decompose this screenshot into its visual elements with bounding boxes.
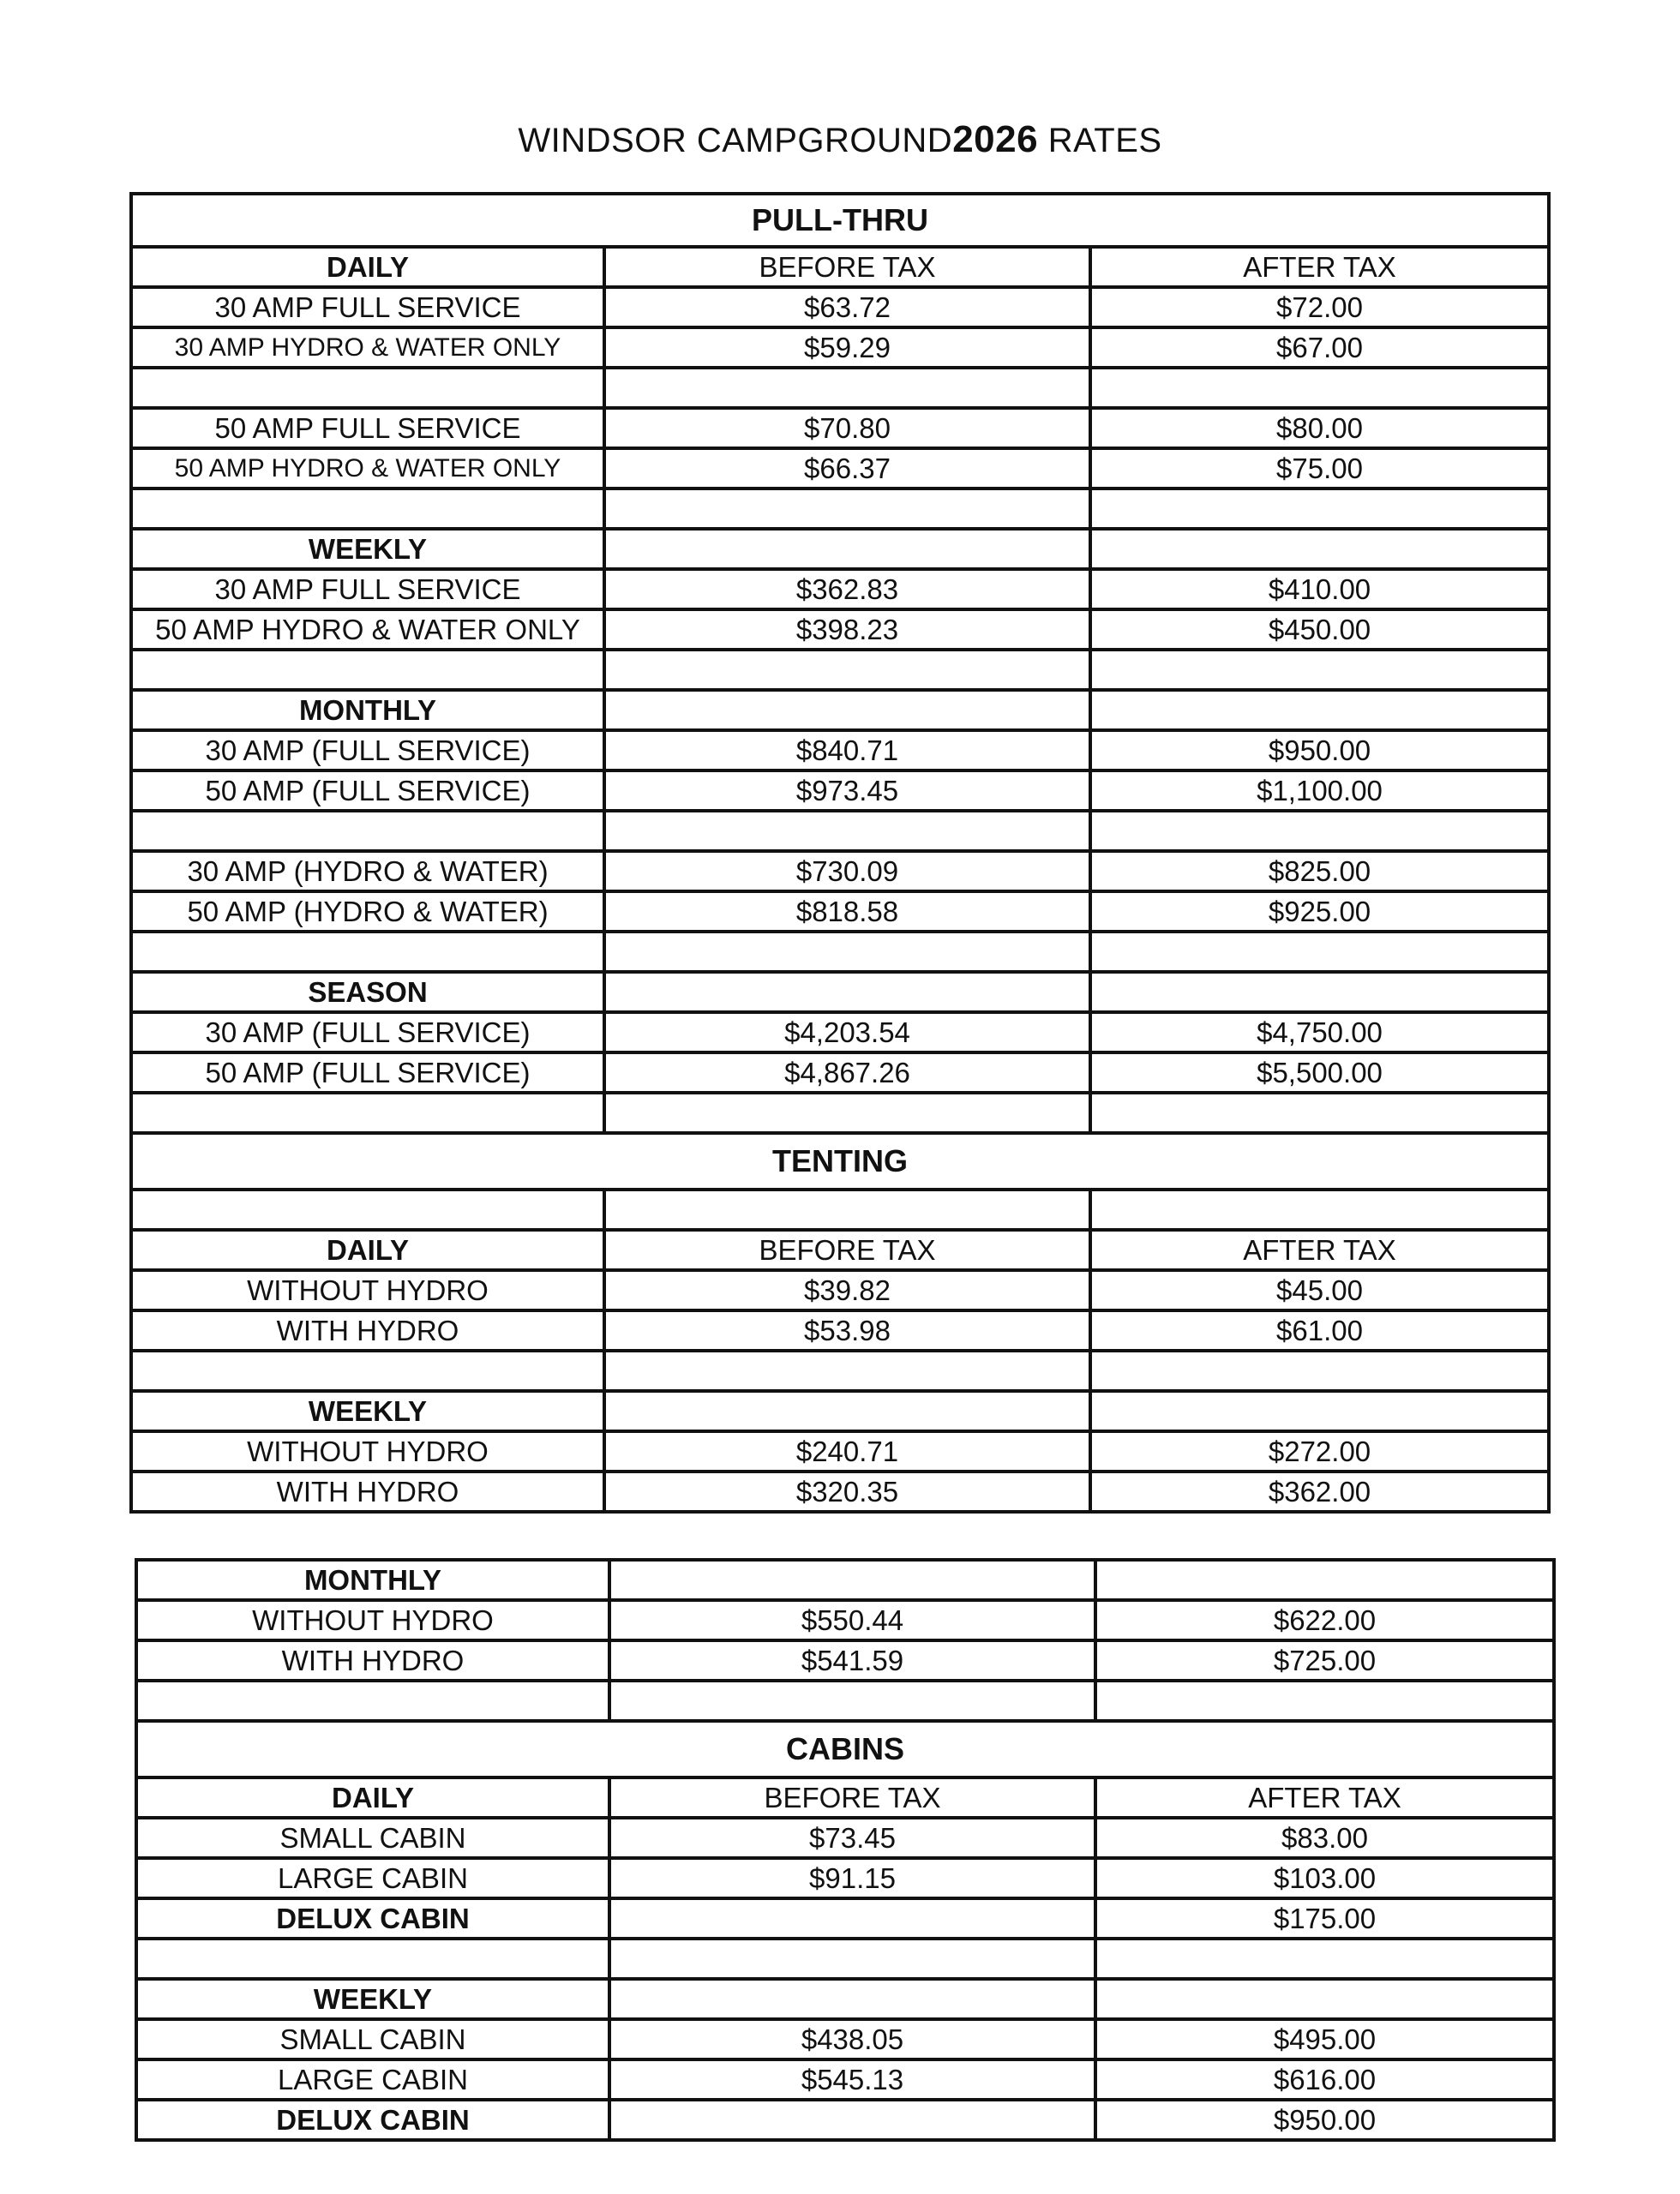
blank-cell [604,1190,1090,1230]
rate-before-tax: $66.37 [604,448,1090,489]
rate-before-tax: $4,867.26 [604,1052,1090,1093]
rate-name: SMALL CABIN [136,1818,609,1858]
blank-cell [604,489,1090,529]
blank-cell [131,811,604,851]
rate-name: 50 AMP HYDRO & WATER ONLY [131,609,604,650]
table-row [136,1858,1554,1898]
blank-cell [131,489,604,529]
column-header-after-tax: AFTER TAX [1095,1777,1554,1818]
rates-table-main [129,192,1551,1514]
blank-row [131,368,1549,408]
blank-cell [604,1093,1090,1133]
rate-after-tax: $4,750.00 [1090,1012,1549,1052]
blank-cell [1090,529,1549,569]
rate-before-tax [609,2100,1095,2140]
rate-before-tax: $545.13 [609,2059,1095,2100]
table-row [131,1012,1549,1052]
page-title [0,118,1680,161]
header-row [136,1777,1554,1818]
rate-after-tax: $450.00 [1090,609,1549,650]
rate-before-tax: $59.29 [604,327,1090,368]
period-label-daily: DAILY [136,1777,609,1818]
rate-name: WITHOUT HYDRO [131,1431,604,1472]
table-row [136,1898,1554,1939]
blank-cell [1090,1190,1549,1230]
blank-cell [604,529,1090,569]
rate-name: 50 AMP HYDRO & WATER ONLY [131,448,604,489]
rate-before-tax: $4,203.54 [604,1012,1090,1052]
table-row [131,1310,1549,1351]
blank-cell [1090,690,1549,730]
title-year: 2026 [952,118,1039,160]
blank-cell [1090,972,1549,1012]
blank-cell [131,1190,604,1230]
rate-after-tax: $622.00 [1095,1600,1554,1640]
section-heading-pull-thru: PULL-THRU [131,194,1549,247]
blank-cell [1095,1560,1554,1600]
blank-cell [609,1560,1095,1600]
blank-cell [1095,1979,1554,2019]
blank-row [131,489,1549,529]
table-row [131,408,1549,448]
rate-before-tax: $973.45 [604,770,1090,811]
table-row [136,2059,1554,2100]
period-label-monthly: MONTHLY [131,690,604,730]
header-row [131,247,1549,287]
period-row-monthly [131,690,1549,730]
table-row [131,327,1549,368]
table-row [131,1431,1549,1472]
rate-before-tax: $320.35 [604,1472,1090,1512]
table-row [131,891,1549,932]
rate-after-tax: $272.00 [1090,1431,1549,1472]
rate-before-tax: $541.59 [609,1640,1095,1681]
rate-name: 30 AMP HYDRO & WATER ONLY [131,327,604,368]
period-label-monthly: MONTHLY [136,1560,609,1600]
blank-cell [1090,650,1549,690]
period-label-weekly: WEEKLY [131,1391,604,1431]
table-row [136,1600,1554,1640]
rate-name: 50 AMP FULL SERVICE [131,408,604,448]
blank-row [131,1351,1549,1391]
blank-cell [604,932,1090,972]
blank-row [131,650,1549,690]
rate-name: 30 AMP (FULL SERVICE) [131,730,604,770]
blank-cell [136,1939,609,1979]
table-row [131,851,1549,891]
table-row [131,1270,1549,1310]
rate-name: 50 AMP (FULL SERVICE) [131,770,604,811]
rate-after-tax: $950.00 [1095,2100,1554,2140]
blank-cell [131,1093,604,1133]
table-row [131,448,1549,489]
column-header-before-tax: BEFORE TAX [604,1230,1090,1270]
table-row [131,287,1549,327]
blank-row [131,1190,1549,1230]
rate-name: WITH HYDRO [136,1640,609,1681]
section-row-pull-thru [131,194,1549,247]
rate-after-tax: $83.00 [1095,1818,1554,1858]
blank-row [131,811,1549,851]
rate-after-tax: $175.00 [1095,1898,1554,1939]
period-row-weekly [131,529,1549,569]
blank-row [136,1681,1554,1721]
blank-row [131,932,1549,972]
table-row [136,1640,1554,1681]
blank-cell [131,1351,604,1391]
blank-cell [1090,1391,1549,1431]
rate-after-tax: $950.00 [1090,730,1549,770]
table-row [131,1052,1549,1093]
rate-name: WITHOUT HYDRO [131,1270,604,1310]
rate-after-tax: $410.00 [1090,569,1549,609]
table-row [131,730,1549,770]
rate-before-tax: $840.71 [604,730,1090,770]
blank-cell [1090,489,1549,529]
blank-cell [604,1391,1090,1431]
rate-after-tax: $362.00 [1090,1472,1549,1512]
rate-name: 50 AMP (HYDRO & WATER) [131,891,604,932]
blank-cell [609,1681,1095,1721]
rate-before-tax: $70.80 [604,408,1090,448]
rate-name: DELUX CABIN [136,2100,609,2140]
period-label-weekly: WEEKLY [131,529,604,569]
rate-after-tax: $925.00 [1090,891,1549,932]
blank-cell [131,932,604,972]
rate-after-tax: $725.00 [1095,1640,1554,1681]
blank-cell [609,1939,1095,1979]
period-row-weekly [136,1979,1554,2019]
blank-cell [131,650,604,690]
rate-before-tax: $818.58 [604,891,1090,932]
rate-before-tax: $53.98 [604,1310,1090,1351]
section-row-cabins [136,1721,1554,1777]
rate-name: 30 AMP (HYDRO & WATER) [131,851,604,891]
rate-before-tax: $398.23 [604,609,1090,650]
rate-name: DELUX CABIN [136,1898,609,1939]
period-label-weekly: WEEKLY [136,1979,609,2019]
header-row [131,1230,1549,1270]
rate-after-tax: $825.00 [1090,851,1549,891]
table-row [131,1472,1549,1512]
blank-cell [1090,811,1549,851]
blank-cell [604,650,1090,690]
period-label-daily: DAILY [131,1230,604,1270]
blank-cell [136,1681,609,1721]
table-row [131,609,1549,650]
title-prefix: WINDSOR CAMPGROUND [518,122,953,159]
rates-table-continued [135,1558,1556,2142]
period-row-season [131,972,1549,1012]
blank-cell [604,1351,1090,1391]
column-header-after-tax: AFTER TAX [1090,1230,1549,1270]
rate-before-tax: $438.05 [609,2019,1095,2059]
rate-before-tax: $730.09 [604,851,1090,891]
rate-before-tax: $550.44 [609,1600,1095,1640]
table-row [131,569,1549,609]
table-row [136,1818,1554,1858]
rate-after-tax: $67.00 [1090,327,1549,368]
table-row [131,770,1549,811]
rate-before-tax: $91.15 [609,1858,1095,1898]
blank-cell [604,972,1090,1012]
title-suffix: RATES [1047,122,1162,159]
rate-before-tax: $362.83 [604,569,1090,609]
table-row [136,2019,1554,2059]
rate-after-tax: $5,500.00 [1090,1052,1549,1093]
period-label-daily: DAILY [131,247,604,287]
rate-name: 30 AMP FULL SERVICE [131,287,604,327]
blank-cell [604,368,1090,408]
rate-after-tax: $1,100.00 [1090,770,1549,811]
column-header-before-tax: BEFORE TAX [604,247,1090,287]
rate-before-tax: $39.82 [604,1270,1090,1310]
blank-cell [1090,932,1549,972]
rate-name: SMALL CABIN [136,2019,609,2059]
rate-name: WITH HYDRO [131,1310,604,1351]
rate-after-tax: $61.00 [1090,1310,1549,1351]
blank-cell [604,811,1090,851]
rate-after-tax: $45.00 [1090,1270,1549,1310]
rate-after-tax: $495.00 [1095,2019,1554,2059]
rate-before-tax: $73.45 [609,1818,1095,1858]
period-label-season: SEASON [131,972,604,1012]
blank-cell [609,1979,1095,2019]
rate-name: 30 AMP FULL SERVICE [131,569,604,609]
rate-after-tax: $80.00 [1090,408,1549,448]
blank-row [136,1939,1554,1979]
column-header-after-tax: AFTER TAX [1090,247,1549,287]
blank-cell [131,368,604,408]
blank-row [131,1093,1549,1133]
rate-before-tax: $240.71 [604,1431,1090,1472]
rate-after-tax: $103.00 [1095,1858,1554,1898]
section-row-tenting [131,1133,1549,1190]
blank-cell [1090,1351,1549,1391]
rate-name: LARGE CABIN [136,2059,609,2100]
rate-before-tax: $63.72 [604,287,1090,327]
rate-name: LARGE CABIN [136,1858,609,1898]
rate-after-tax: $616.00 [1095,2059,1554,2100]
rate-name: WITH HYDRO [131,1472,604,1512]
section-heading-cabins: CABINS [136,1721,1554,1777]
rate-before-tax [609,1898,1095,1939]
column-header-before-tax: BEFORE TAX [609,1777,1095,1818]
rate-after-tax: $72.00 [1090,287,1549,327]
rate-name: WITHOUT HYDRO [136,1600,609,1640]
blank-cell [1090,1093,1549,1133]
section-heading-tenting: TENTING [131,1133,1549,1190]
period-row-weekly [131,1391,1549,1431]
rate-name: 50 AMP (FULL SERVICE) [131,1052,604,1093]
blank-cell [604,690,1090,730]
blank-cell [1095,1939,1554,1979]
table-row [136,2100,1554,2140]
blank-cell [1095,1681,1554,1721]
rate-name: 30 AMP (FULL SERVICE) [131,1012,604,1052]
blank-cell [1090,368,1549,408]
period-row-monthly [136,1560,1554,1600]
rate-after-tax: $75.00 [1090,448,1549,489]
